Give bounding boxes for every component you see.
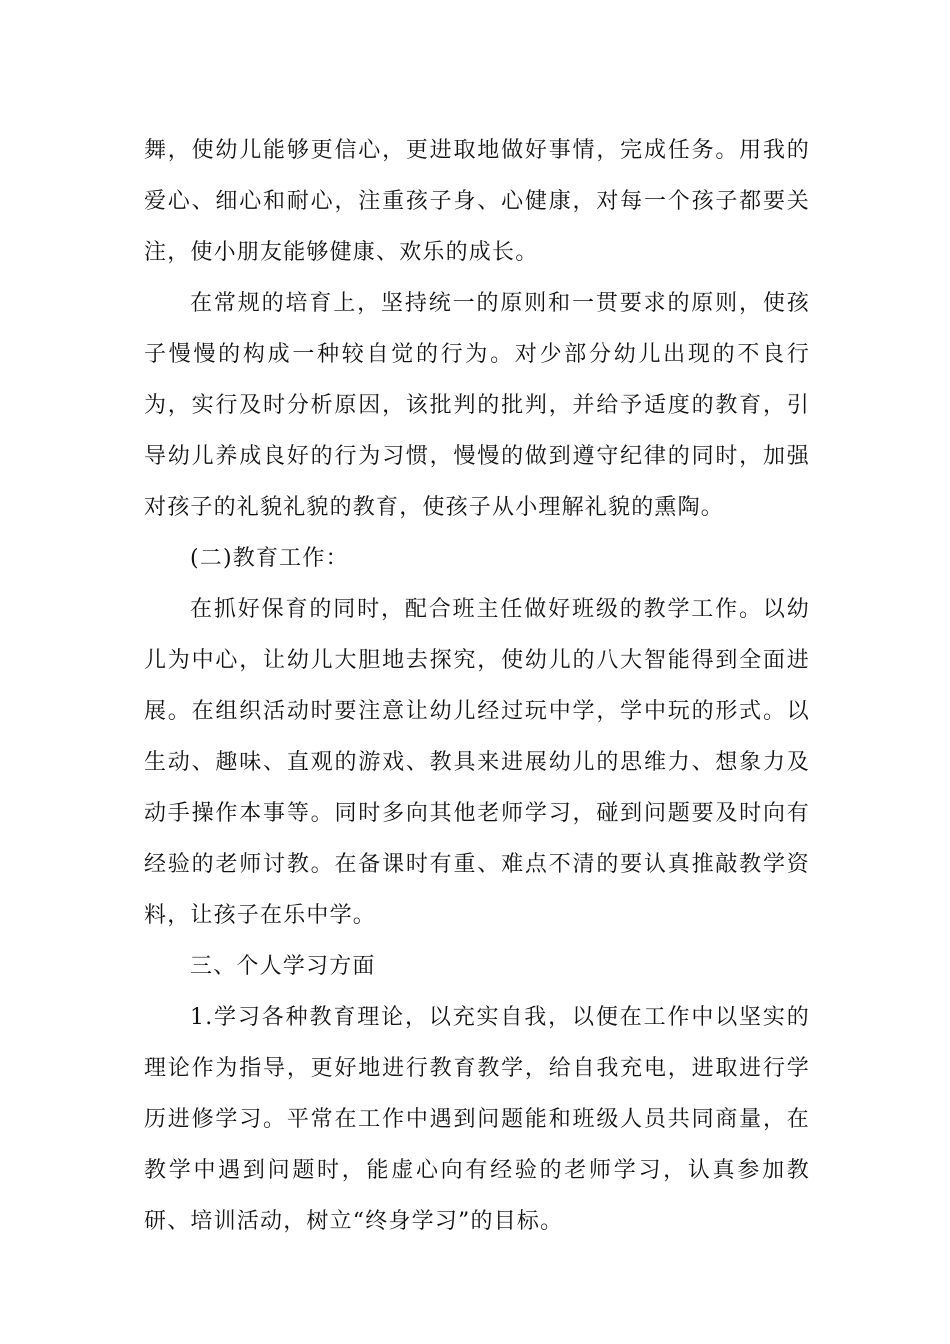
paragraph-personal-study: 1.学习各种教育理论，以充实自我，以便在工作中以坚实的理论作为指导，更好地进行教育教学，给自我充电，进取进行学历进修学习。平常在工作中遇到问题能和班级人员共同商量，在教学中遇到问题时，能虚心向有经验的老师学习，认真参加教研、培训活动，树立“终身学习”的目标。 [144, 1005, 810, 1234]
section-heading-education-work: (二)教育工作： [190, 546, 349, 571]
section-heading-personal-study: 三、个人学习方面 [190, 954, 376, 979]
paragraph-education-work: 在抓好保育的同时，配合班主任做好班级的教学工作。以幼儿为中心，让幼儿大胆地去探究，使幼儿的八大智能得到全面进展。在组织活动时要注意让幼儿经过玩中学，学中玩的形式。以生动、趣味、直观的游戏、教具来进展幼儿的思维力、想象力及动手操作本事等。同时多向其他老师学习，碰到问题要及时向有经验的老师讨教。在备课时有重、难点不清的要认真推敲教学资料，让孩子在乐中学。 [144, 597, 810, 928]
paragraph-continuation: 舞，使幼儿能够更信心，更进取地做好事情，完成任务。用我的爱心、细心和耐心，注重孩子身、心健康，对每一个孩子都要关注，使小朋友能够健康、欢乐的成长。 [144, 138, 810, 265]
document-body [144, 125, 810, 1247]
paragraph-routine-training: 在常规的培育上，坚持统一的原则和一贯要求的原则，使孩子慢慢的构成一种较自觉的行为。对少部分幼儿出现的不良行为，实行及时分析原因，该批判的批判，并给予适度的教育，引导幼儿养成良好的行为习惯，慢慢的做到遵守纪律的同时，加强对孩子的礼貌礼貌的教育，使孩子从小理解礼貌的熏陶。 [144, 291, 810, 520]
